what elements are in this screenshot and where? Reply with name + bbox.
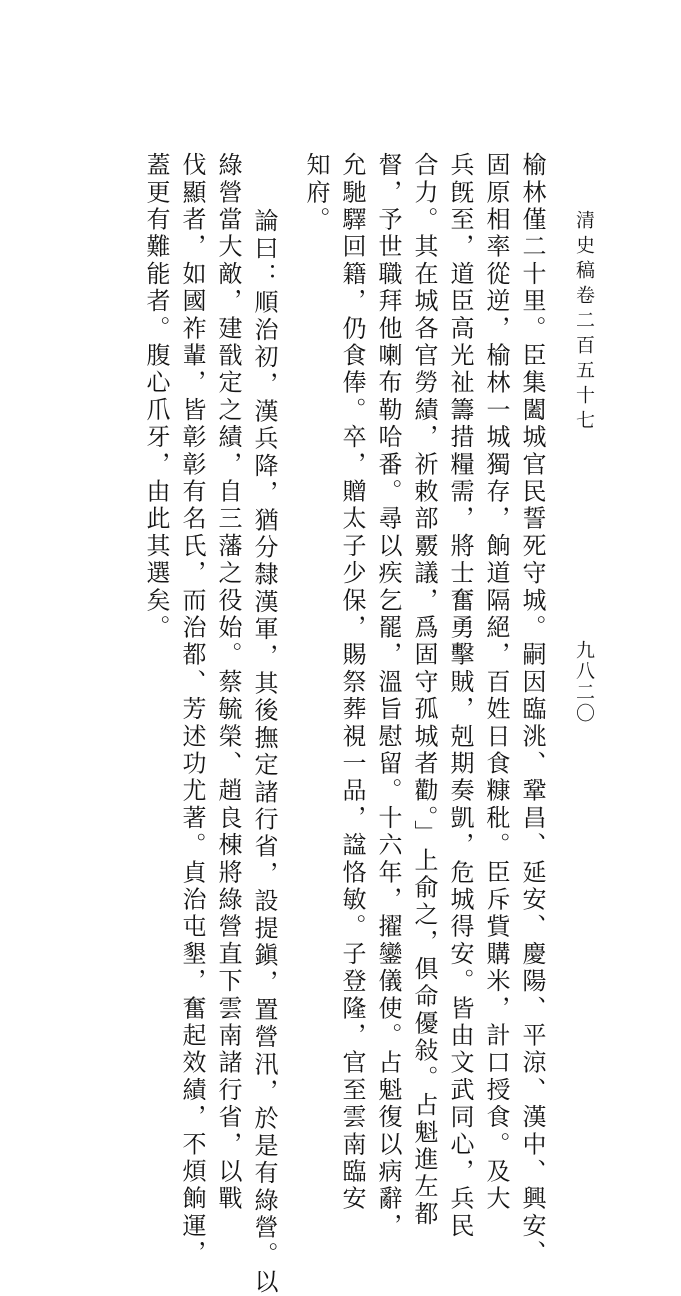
- text-column-3: 兵旣至，道臣高光祉籌措糧需，將士奮勇擊賊，剋期奏凱，危城得安。皆由文武同心，兵民: [446, 152, 474, 1240]
- commentary-column-3: 伐顯者，如國祚輩，皆彰彰有名氏，而治都、芳述功尤著。貞治屯墾，奮起效績，不煩餉運，: [178, 152, 206, 1268]
- commentary-column-1: 論曰：順治初，漢兵降，猶分隸漢軍，其後撫定諸行省，設提鎭，置營汛，於是有綠營。以: [250, 208, 278, 1296]
- commentary-column-4: 蓋更有難能者。腹心爪牙，由此其選矣。: [142, 152, 170, 642]
- text-column-2: 固原相率從逆，榆林一城獨存，餉道隔絕，百姓日食糠秕。臣斥貲購米，計口授食。及大: [482, 152, 510, 1213]
- page-number: 九八二〇: [573, 640, 595, 724]
- body-text: [0, 152, 681, 1296]
- running-head-title: 清史稿卷二百五十七: [573, 210, 595, 435]
- commentary-column-2: 綠營當大敵，建戩定之績，自三藩之役始。蔡毓榮、趙良棟將綠營直下雲南諸行省，以戰: [214, 152, 242, 1213]
- text-column-5: 督，予世職拜他喇布勒哈番。尋以疾乞罷，溫旨慰留。十六年，擢鑾儀使。占魁復以病辭，: [374, 152, 402, 1240]
- text-column-7: 知府。: [302, 152, 330, 234]
- text-column-4: 合力。其在城各官勞績，祈敕部覈議，爲固守孤城者勸。」上俞之，俱命優敍。占魁進左都: [410, 152, 438, 1228]
- text-column-1: 榆林僅二十里。臣集闔城官民誓死守城。嗣因臨洮、鞏昌、延安、慶陽、平涼、漢中、興安、: [518, 152, 546, 1268]
- text-column-6: 允馳驛回籍，仍食俸。卒，贈太子少保，賜祭葬視一品，諡恪敏。子登隆，官至雲南臨安: [338, 152, 366, 1213]
